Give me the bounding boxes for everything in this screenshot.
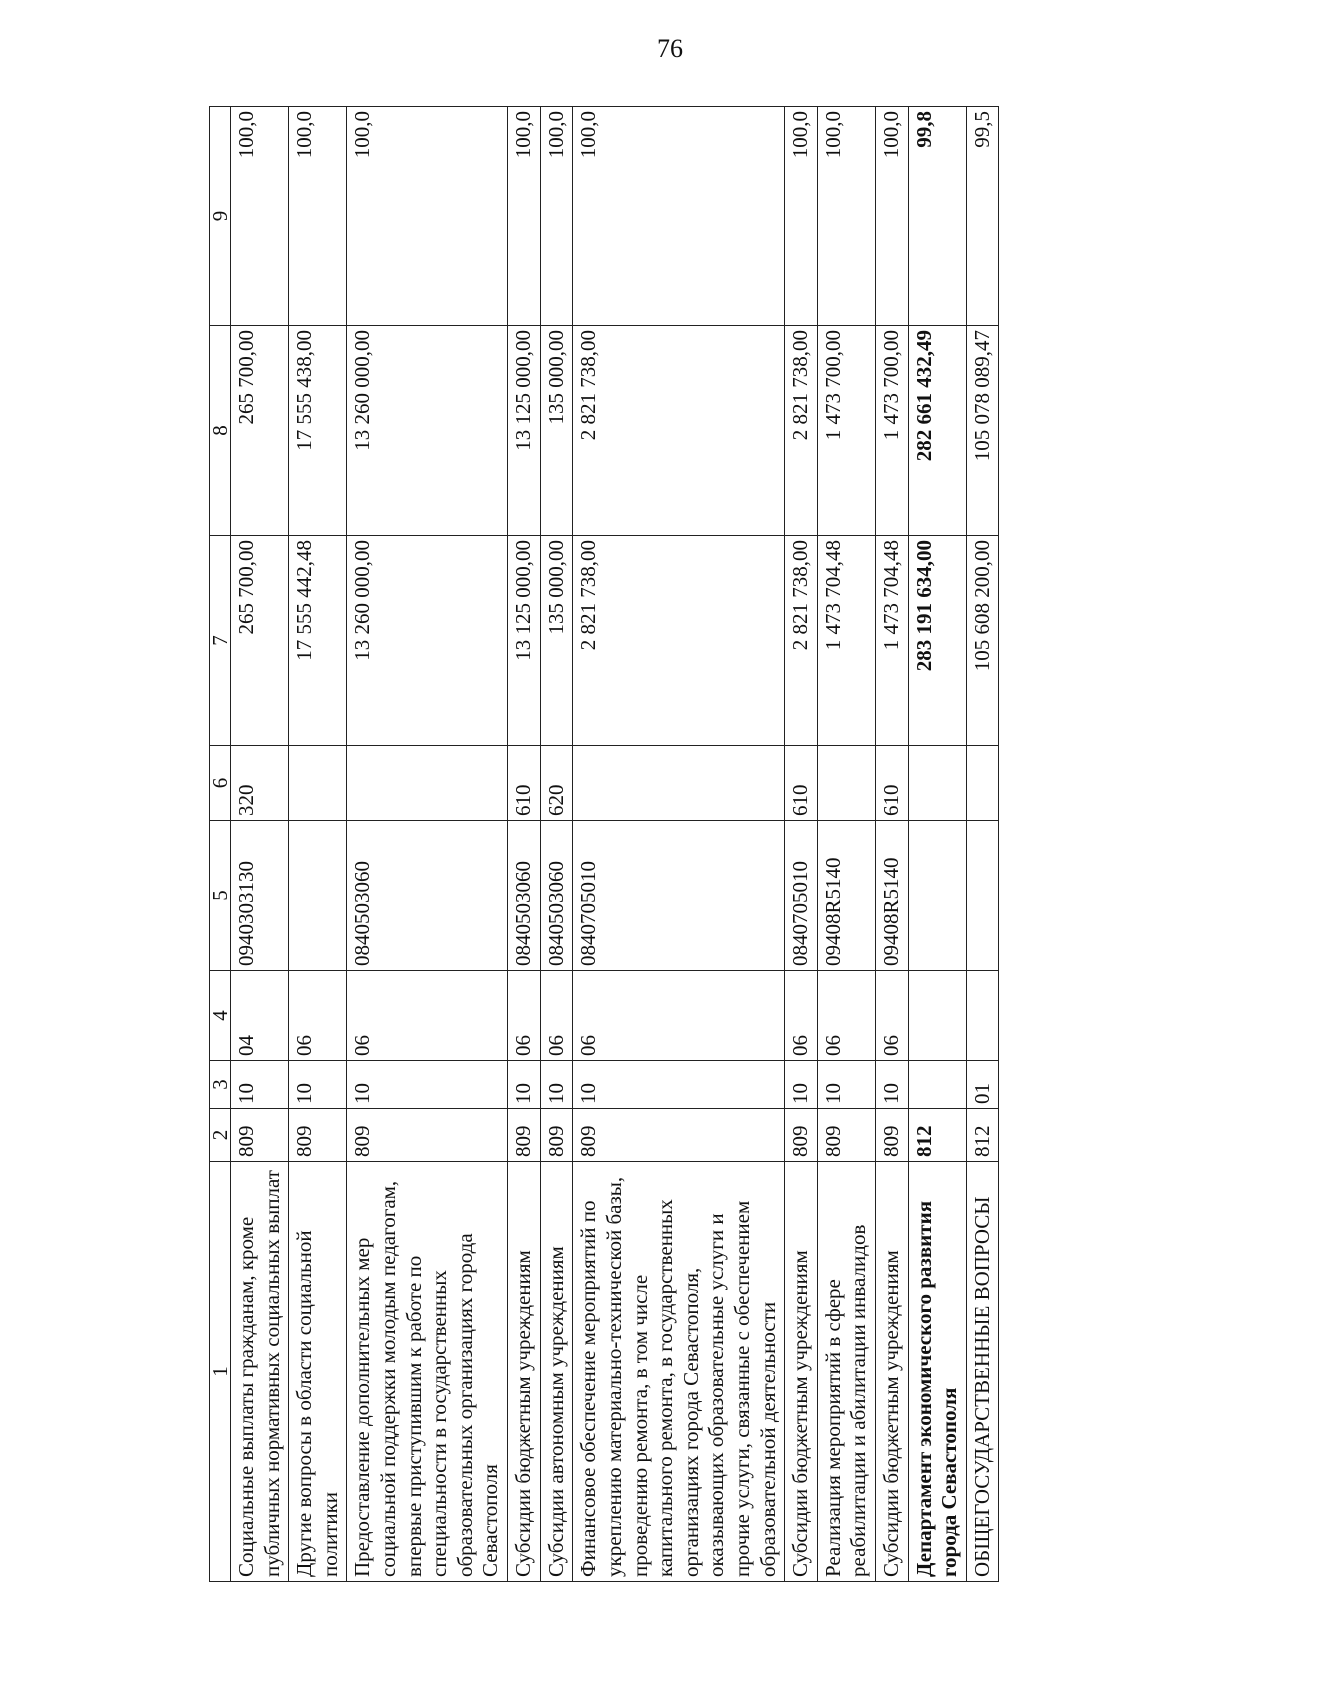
row-name-cell: Реализация мероприятий в сфере реабилитации и абилитации инвалидов (817, 1162, 875, 1582)
row-planned-amount-cell: 135 000,00 (540, 536, 573, 746)
table-row (908, 107, 966, 1582)
row-name-cell: Финансовое обеспечение мероприятий по укреплению материально-технической базы, проведению ремонта, в том числе капитального ремонта, в государственных организациях города Севастополя, оказывающих образовательные услуги и прочие услуги, связанные с обеспечением образовательной деятельности (573, 1162, 785, 1582)
row-name-cell: Субсидии автономным учреждениям (540, 1162, 573, 1582)
row-executed-amount-cell: 2 821 738,00 (573, 326, 785, 536)
row-planned-amount-cell: 1 473 704,48 (876, 536, 909, 746)
row-section-cell: 10 (573, 1061, 785, 1109)
page-number: 76 (657, 34, 683, 63)
row-section-cell: 10 (231, 1061, 289, 1109)
row-subsection-cell: 06 (289, 971, 347, 1061)
row-section-cell: 10 (876, 1061, 909, 1109)
row-subsection-cell: 04 (231, 971, 289, 1061)
row-expense-type-cell (289, 746, 347, 821)
row-target-article-cell: 0840705010 (573, 821, 785, 971)
header-col-5: 5 (210, 821, 231, 971)
row-planned-amount-cell: 13 125 000,00 (508, 536, 541, 746)
table-row (573, 107, 785, 1582)
budget-table (209, 106, 999, 1582)
row-subsection-cell: 06 (540, 971, 573, 1061)
row-percent-cell: 100,0 (785, 107, 818, 326)
row-name-cell: Другие вопросы в области социальной политики (289, 1162, 347, 1582)
row-ministry-code-cell: 809 (540, 1109, 573, 1162)
row-executed-amount-cell: 2 821 738,00 (785, 326, 818, 536)
row-executed-amount-cell: 1 473 700,00 (876, 326, 909, 536)
table-row (785, 107, 818, 1582)
row-section-cell: 01 (966, 1061, 999, 1109)
row-section-cell: 10 (540, 1061, 573, 1109)
table-body (231, 107, 999, 1582)
row-ministry-code-cell: 809 (785, 1109, 818, 1162)
header-col-3: 3 (210, 1061, 231, 1109)
row-name-cell: Субсидии бюджетным учреждениям (785, 1162, 818, 1582)
row-ministry-code-cell: 809 (347, 1109, 508, 1162)
row-executed-amount-cell: 17 555 438,00 (289, 326, 347, 536)
row-ministry-code-cell: 809 (289, 1109, 347, 1162)
row-target-article-cell: 0840503060 (540, 821, 573, 971)
row-target-article-cell: 09408R5140 (876, 821, 909, 971)
row-target-article-cell: 09408R5140 (817, 821, 875, 971)
table-row (347, 107, 508, 1582)
row-section-cell (908, 1061, 966, 1109)
row-planned-amount-cell: 283 191 634,00 (908, 536, 966, 746)
row-section-cell: 10 (508, 1061, 541, 1109)
table-row (231, 107, 289, 1582)
table-header-row (210, 107, 231, 1582)
row-name-cell: Департамент экономического развития города Севастополя (908, 1162, 966, 1582)
row-planned-amount-cell: 105 608 200,00 (966, 536, 999, 746)
row-executed-amount-cell: 13 260 000,00 (347, 326, 508, 536)
row-percent-cell: 100,0 (573, 107, 785, 326)
row-expense-type-cell: 610 (508, 746, 541, 821)
row-expense-type-cell (347, 746, 508, 821)
row-name-cell: Социальные выплаты гражданам, кроме публичных нормативных социальных выплат (231, 1162, 289, 1582)
row-percent-cell: 99,8 (908, 107, 966, 326)
row-expense-type-cell (817, 746, 875, 821)
row-target-article-cell: 0840705010 (785, 821, 818, 971)
row-ministry-code-cell: 809 (876, 1109, 909, 1162)
row-target-article-cell (908, 821, 966, 971)
row-name-cell: ОБЩЕГОСУДАРСТВЕННЫЕ ВОПРОСЫ (966, 1162, 999, 1582)
row-target-article-cell: 0940303130 (231, 821, 289, 971)
row-subsection-cell: 06 (573, 971, 785, 1061)
header-col-1: 1 (210, 1162, 231, 1582)
row-executed-amount-cell: 282 661 432,49 (908, 326, 966, 536)
table-row (876, 107, 909, 1582)
table-row (508, 107, 541, 1582)
row-section-cell: 10 (785, 1061, 818, 1109)
row-percent-cell: 100,0 (817, 107, 875, 326)
row-section-cell: 10 (289, 1061, 347, 1109)
row-section-cell: 10 (817, 1061, 875, 1109)
row-expense-type-cell: 620 (540, 746, 573, 821)
header-col-7: 7 (210, 536, 231, 746)
row-subsection-cell (908, 971, 966, 1061)
row-name-cell: Субсидии бюджетным учреждениям (876, 1162, 909, 1582)
row-subsection-cell: 06 (508, 971, 541, 1061)
row-target-article-cell: 0840503060 (508, 821, 541, 971)
row-executed-amount-cell: 13 125 000,00 (508, 326, 541, 536)
table-row (966, 107, 999, 1582)
row-ministry-code-cell: 812 (908, 1109, 966, 1162)
row-percent-cell: 100,0 (289, 107, 347, 326)
row-name-cell: Субсидии бюджетным учреждениям (508, 1162, 541, 1582)
row-expense-type-cell: 320 (231, 746, 289, 821)
budget-table-rotated (209, 107, 1106, 1582)
row-expense-type-cell: 610 (785, 746, 818, 821)
row-executed-amount-cell: 105 078 089,47 (966, 326, 999, 536)
row-expense-type-cell: 610 (876, 746, 909, 821)
row-planned-amount-cell: 2 821 738,00 (573, 536, 785, 746)
row-planned-amount-cell: 2 821 738,00 (785, 536, 818, 746)
row-planned-amount-cell: 17 555 442,48 (289, 536, 347, 746)
row-percent-cell: 100,0 (508, 107, 541, 326)
row-executed-amount-cell: 265 700,00 (231, 326, 289, 536)
row-percent-cell: 100,0 (540, 107, 573, 326)
row-expense-type-cell (908, 746, 966, 821)
row-percent-cell: 99,5 (966, 107, 999, 326)
header-col-6: 6 (210, 746, 231, 821)
header-col-2: 2 (210, 1109, 231, 1162)
row-target-article-cell (289, 821, 347, 971)
header-col-9: 9 (210, 107, 231, 326)
row-ministry-code-cell: 809 (508, 1109, 541, 1162)
row-target-article-cell (966, 821, 999, 971)
row-ministry-code-cell: 809 (573, 1109, 785, 1162)
row-subsection-cell: 06 (347, 971, 508, 1061)
row-section-cell: 10 (347, 1061, 508, 1109)
row-ministry-code-cell: 809 (231, 1109, 289, 1162)
table-row (817, 107, 875, 1582)
row-percent-cell: 100,0 (231, 107, 289, 326)
table-row (540, 107, 573, 1582)
row-planned-amount-cell: 1 473 704,48 (817, 536, 875, 746)
row-subsection-cell: 06 (876, 971, 909, 1061)
row-planned-amount-cell: 265 700,00 (231, 536, 289, 746)
row-subsection-cell (966, 971, 999, 1061)
row-expense-type-cell (966, 746, 999, 821)
row-percent-cell: 100,0 (876, 107, 909, 326)
row-ministry-code-cell: 812 (966, 1109, 999, 1162)
row-target-article-cell: 0840503060 (347, 821, 508, 971)
row-executed-amount-cell: 1 473 700,00 (817, 326, 875, 536)
table-row (289, 107, 347, 1582)
row-expense-type-cell (573, 746, 785, 821)
header-col-8: 8 (210, 326, 231, 536)
row-subsection-cell: 06 (785, 971, 818, 1061)
row-ministry-code-cell: 809 (817, 1109, 875, 1162)
row-planned-amount-cell: 13 260 000,00 (347, 536, 508, 746)
header-col-4: 4 (210, 971, 231, 1061)
row-percent-cell: 100,0 (347, 107, 508, 326)
row-subsection-cell: 06 (817, 971, 875, 1061)
row-executed-amount-cell: 135 000,00 (540, 326, 573, 536)
row-name-cell: Предоставление дополнительных мер социальной поддержки молодым педагогам, впервые приступившим к работе по специальности в государственных образовательных организациях города Севастополя (347, 1162, 508, 1582)
